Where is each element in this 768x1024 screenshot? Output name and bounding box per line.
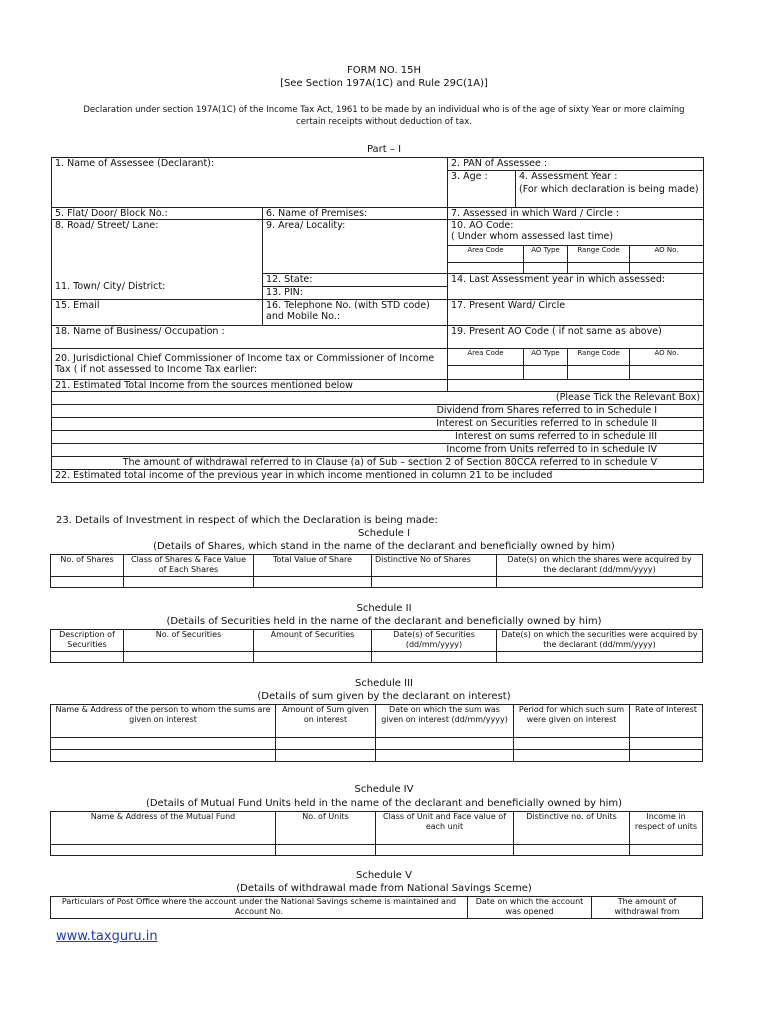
- ao2-col-range-code: Range Code: [568, 349, 630, 366]
- schedule4-col-class-face-value: Class of Unit and Face value of each unit: [376, 812, 514, 845]
- previous-year-income-row[interactable]: 22. Estimated total income of the previous year in which income mentioned in column 21 to be included: [52, 470, 704, 483]
- schedule2-col-date-acquired: Date(s) on which the securities were acquired by the declarant (dd/mm/yyyy): [497, 630, 703, 652]
- schedule5-table: [50, 896, 703, 919]
- schedule2-subtitle: (Details of Securities held in the name of the declarant and beneficially owned by him): [166, 616, 602, 627]
- ao-code-note: ( Under whom assessed last time): [451, 231, 614, 242]
- ao-code-label: 10. AO Code:: [451, 220, 514, 231]
- schedule2-col-date: Date(s) of Securities (dd/mm/yyyy): [372, 630, 497, 652]
- pin-label: 13. PIN:: [266, 287, 303, 298]
- last-assessment-year-field[interactable]: [448, 274, 704, 300]
- source-withdrawal-row[interactable]: The amount of withdrawal referred to in Clause (a) of Sub – section 2 of Section 80CCA referred to in schedule V: [52, 457, 704, 470]
- schedule1-col-no-of-shares: No. of Shares: [51, 555, 124, 577]
- business-occupation-field[interactable]: [52, 326, 448, 349]
- road-street-field[interactable]: [52, 220, 263, 274]
- telephone-label: 16. Telephone No. (with STD code) and Mobile No.:: [266, 300, 430, 322]
- area-locality-field[interactable]: [263, 220, 448, 274]
- assessment-year-field[interactable]: [516, 171, 704, 184]
- assessment-year-label: 4. Assessment Year :: [519, 171, 618, 182]
- business-occupation-label: 18. Name of Business/ Occupation :: [55, 326, 225, 337]
- ao2-col-ao-type: AO Type: [524, 349, 568, 366]
- jurisdictional-commissioner-label: 20. Jurisdictional Chief Commissioner of Income tax or Commissioner of Income Tax ( if not assessed to Income Tax earlier:: [55, 353, 435, 375]
- state-field[interactable]: [263, 274, 448, 287]
- schedule4-table: [50, 811, 703, 856]
- ao2-input-ao-type[interactable]: [524, 366, 568, 380]
- ao-input-ao-type[interactable]: [524, 263, 568, 274]
- estimated-income-label: 21. Estimated Total Income from the sources mentioned below: [52, 380, 448, 392]
- table-row[interactable]: [51, 577, 703, 588]
- schedule1-col-class: Class of Shares & Face Value of Each Shares: [124, 555, 254, 577]
- pan-field[interactable]: [448, 158, 704, 171]
- schedule1-subtitle: (Details of Shares, which stand in the name of the declarant and beneficially owned by him): [153, 541, 615, 552]
- schedule4-col-mutual-fund: Name & Address of the Mutual Fund: [51, 812, 276, 845]
- flat-door-label: 5. Flat/ Door/ Block No.:: [55, 208, 168, 219]
- source-sums-row[interactable]: Interest on sums referred to in schedule III: [52, 431, 704, 444]
- ao-input-range-code[interactable]: [568, 263, 630, 274]
- ao-col-area-code: Area Code: [448, 246, 524, 263]
- source-dividend-row[interactable]: Dividend from Shares referred to in Schedule I: [52, 405, 704, 418]
- premises-field[interactable]: [263, 208, 448, 220]
- estimated-income-input[interactable]: [448, 380, 704, 392]
- schedule3-col-name-address: Name & Address of the person to whom the sums are given on interest: [51, 705, 276, 738]
- age-field[interactable]: [448, 171, 516, 208]
- schedule4-col-no-of-units: No. of Units: [276, 812, 376, 845]
- schedule1-title: Schedule I: [357, 528, 411, 539]
- table-row[interactable]: [51, 845, 703, 856]
- schedule3-title: Schedule III: [355, 678, 413, 689]
- area-locality-label: 9. Area/ Locality:: [266, 220, 346, 231]
- schedule3-subtitle: (Details of sum given by the declarant on interest): [257, 691, 511, 702]
- assessment-year-note: (For which declaration is being made): [516, 184, 704, 208]
- source-units-row[interactable]: Income from Units referred to in schedule IV: [52, 444, 704, 457]
- ao-col-range-code: Range Code: [568, 246, 630, 263]
- town-city-field[interactable]: [52, 274, 263, 300]
- ao2-col-ao-no: AO No.: [630, 349, 704, 366]
- schedule1-col-distinctive-no: Distinctive No of Shares: [372, 555, 497, 577]
- declaration-line-2: certain receipts without deduction of tax.: [296, 117, 472, 127]
- taxguru-link[interactable]: www.taxguru.in: [56, 929, 158, 944]
- jurisdictional-commissioner-field[interactable]: [52, 349, 448, 380]
- source-securities-row[interactable]: Interest on Securities referred to in schedule II: [52, 418, 704, 431]
- ao-code-field: [448, 220, 704, 246]
- ao-input-ao-no[interactable]: [630, 263, 704, 274]
- schedule3-col-rate: Rate of Interest: [630, 705, 703, 738]
- ao-col-ao-type: AO Type: [524, 246, 568, 263]
- schedule2-col-amount: Amount of Securities: [254, 630, 372, 652]
- road-street-label: 8. Road/ Street/ Lane:: [55, 220, 159, 231]
- schedule3-col-period: Period for which such sum were given on interest: [514, 705, 630, 738]
- table-row[interactable]: [51, 750, 703, 762]
- email-label: 15. Email: [55, 300, 100, 311]
- present-ao-code-label: 19. Present AO Code ( if not same as above): [451, 326, 662, 337]
- ward-circle-label: 7. Assessed in which Ward / Circle :: [451, 208, 620, 219]
- schedule3-col-amount: Amount of Sum given on interest: [276, 705, 376, 738]
- schedule4-col-income: Income in respect of units: [630, 812, 703, 845]
- investment-details-title: 23. Details of Investment in respect of which the Declaration is being made:: [56, 515, 438, 526]
- schedule2-col-no-of-securities: No. of Securities: [124, 630, 254, 652]
- schedule4-subtitle: (Details of Mutual Fund Units held in the name of the declarant and beneficially owned by him): [145, 798, 623, 809]
- schedule2-table: [50, 629, 703, 663]
- ward-circle-field[interactable]: [448, 208, 704, 220]
- schedule5-col-post-office: Particulars of Post Office where the account under the National Savings scheme is maintained and Account No.: [51, 897, 468, 919]
- schedule4-title: Schedule IV: [354, 784, 414, 795]
- age-label: 3. Age :: [451, 171, 488, 182]
- schedule3-col-date-given: Date on which the sum was given on interest (dd/mm/yyyy): [376, 705, 514, 738]
- pan-label: 2. PAN of Assessee :: [451, 158, 548, 169]
- telephone-field[interactable]: [263, 300, 448, 326]
- tick-relevant-box-label: (Please Tick the Relevant Box): [52, 392, 704, 405]
- ao2-input-range-code[interactable]: [568, 366, 630, 380]
- ao2-input-ao-no[interactable]: [630, 366, 704, 380]
- present-ward-field[interactable]: [448, 300, 704, 326]
- form-number: FORM NO. 15H: [347, 65, 421, 76]
- table-row[interactable]: [51, 652, 703, 663]
- email-field[interactable]: [52, 300, 263, 326]
- schedule5-col-date-opened: Date on which the account was opened: [468, 897, 592, 919]
- schedule1-col-date-acquired: Date(s) on which the shares were acquired by the declarant (dd/mm/yyyy): [497, 555, 703, 577]
- flat-door-field[interactable]: [52, 208, 263, 220]
- last-assessment-year-label: 14. Last Assessment year in which assessed:: [451, 274, 666, 285]
- schedule2-title: Schedule II: [356, 603, 412, 614]
- schedule3-table: [50, 704, 703, 762]
- premises-label: 6. Name of Premises:: [266, 208, 368, 219]
- section-reference: [See Section 197A(1C) and Rule 29C(1A)]: [280, 78, 488, 89]
- present-ward-label: 17. Present Ward/ Circle: [451, 300, 566, 311]
- schedule5-title: Schedule V: [356, 870, 412, 881]
- ao-input-area-code[interactable]: [448, 263, 524, 274]
- schedule1-col-total-value: Total Value of Share: [254, 555, 372, 577]
- ao-col-ao-no: AO No.: [630, 246, 704, 263]
- town-city-label: 11. Town/ City/ District:: [55, 280, 166, 292]
- schedule5-col-withdrawal-amount: The amount of withdrawal from: [592, 897, 703, 919]
- table-row[interactable]: [51, 738, 703, 750]
- schedule1-table: [50, 554, 703, 588]
- part-title: Part – I: [366, 144, 402, 155]
- state-label: 12. State:: [266, 274, 313, 285]
- ao2-col-area-code: Area Code: [448, 349, 524, 366]
- schedule5-subtitle: (Details of withdrawal made from National Savings Sceme): [236, 883, 532, 894]
- present-ao-code-field[interactable]: [448, 326, 704, 349]
- schedule4-col-distinctive-no: Distinctive no. of Units: [514, 812, 630, 845]
- name-of-assessee-field[interactable]: [52, 158, 448, 208]
- name-of-assessee-label: 1. Name of Assessee (Declarant):: [55, 158, 215, 169]
- ao2-input-area-code[interactable]: [448, 366, 524, 380]
- declaration-line-1: Declaration under section 197A(1C) of the Income Tax Act, 1961 to be made by an individual who is of the age of sixty Year or more claiming: [83, 105, 685, 115]
- part1-table: [51, 157, 704, 483]
- pin-field[interactable]: [263, 287, 448, 300]
- schedule2-col-description: Description of Securities: [51, 630, 124, 652]
